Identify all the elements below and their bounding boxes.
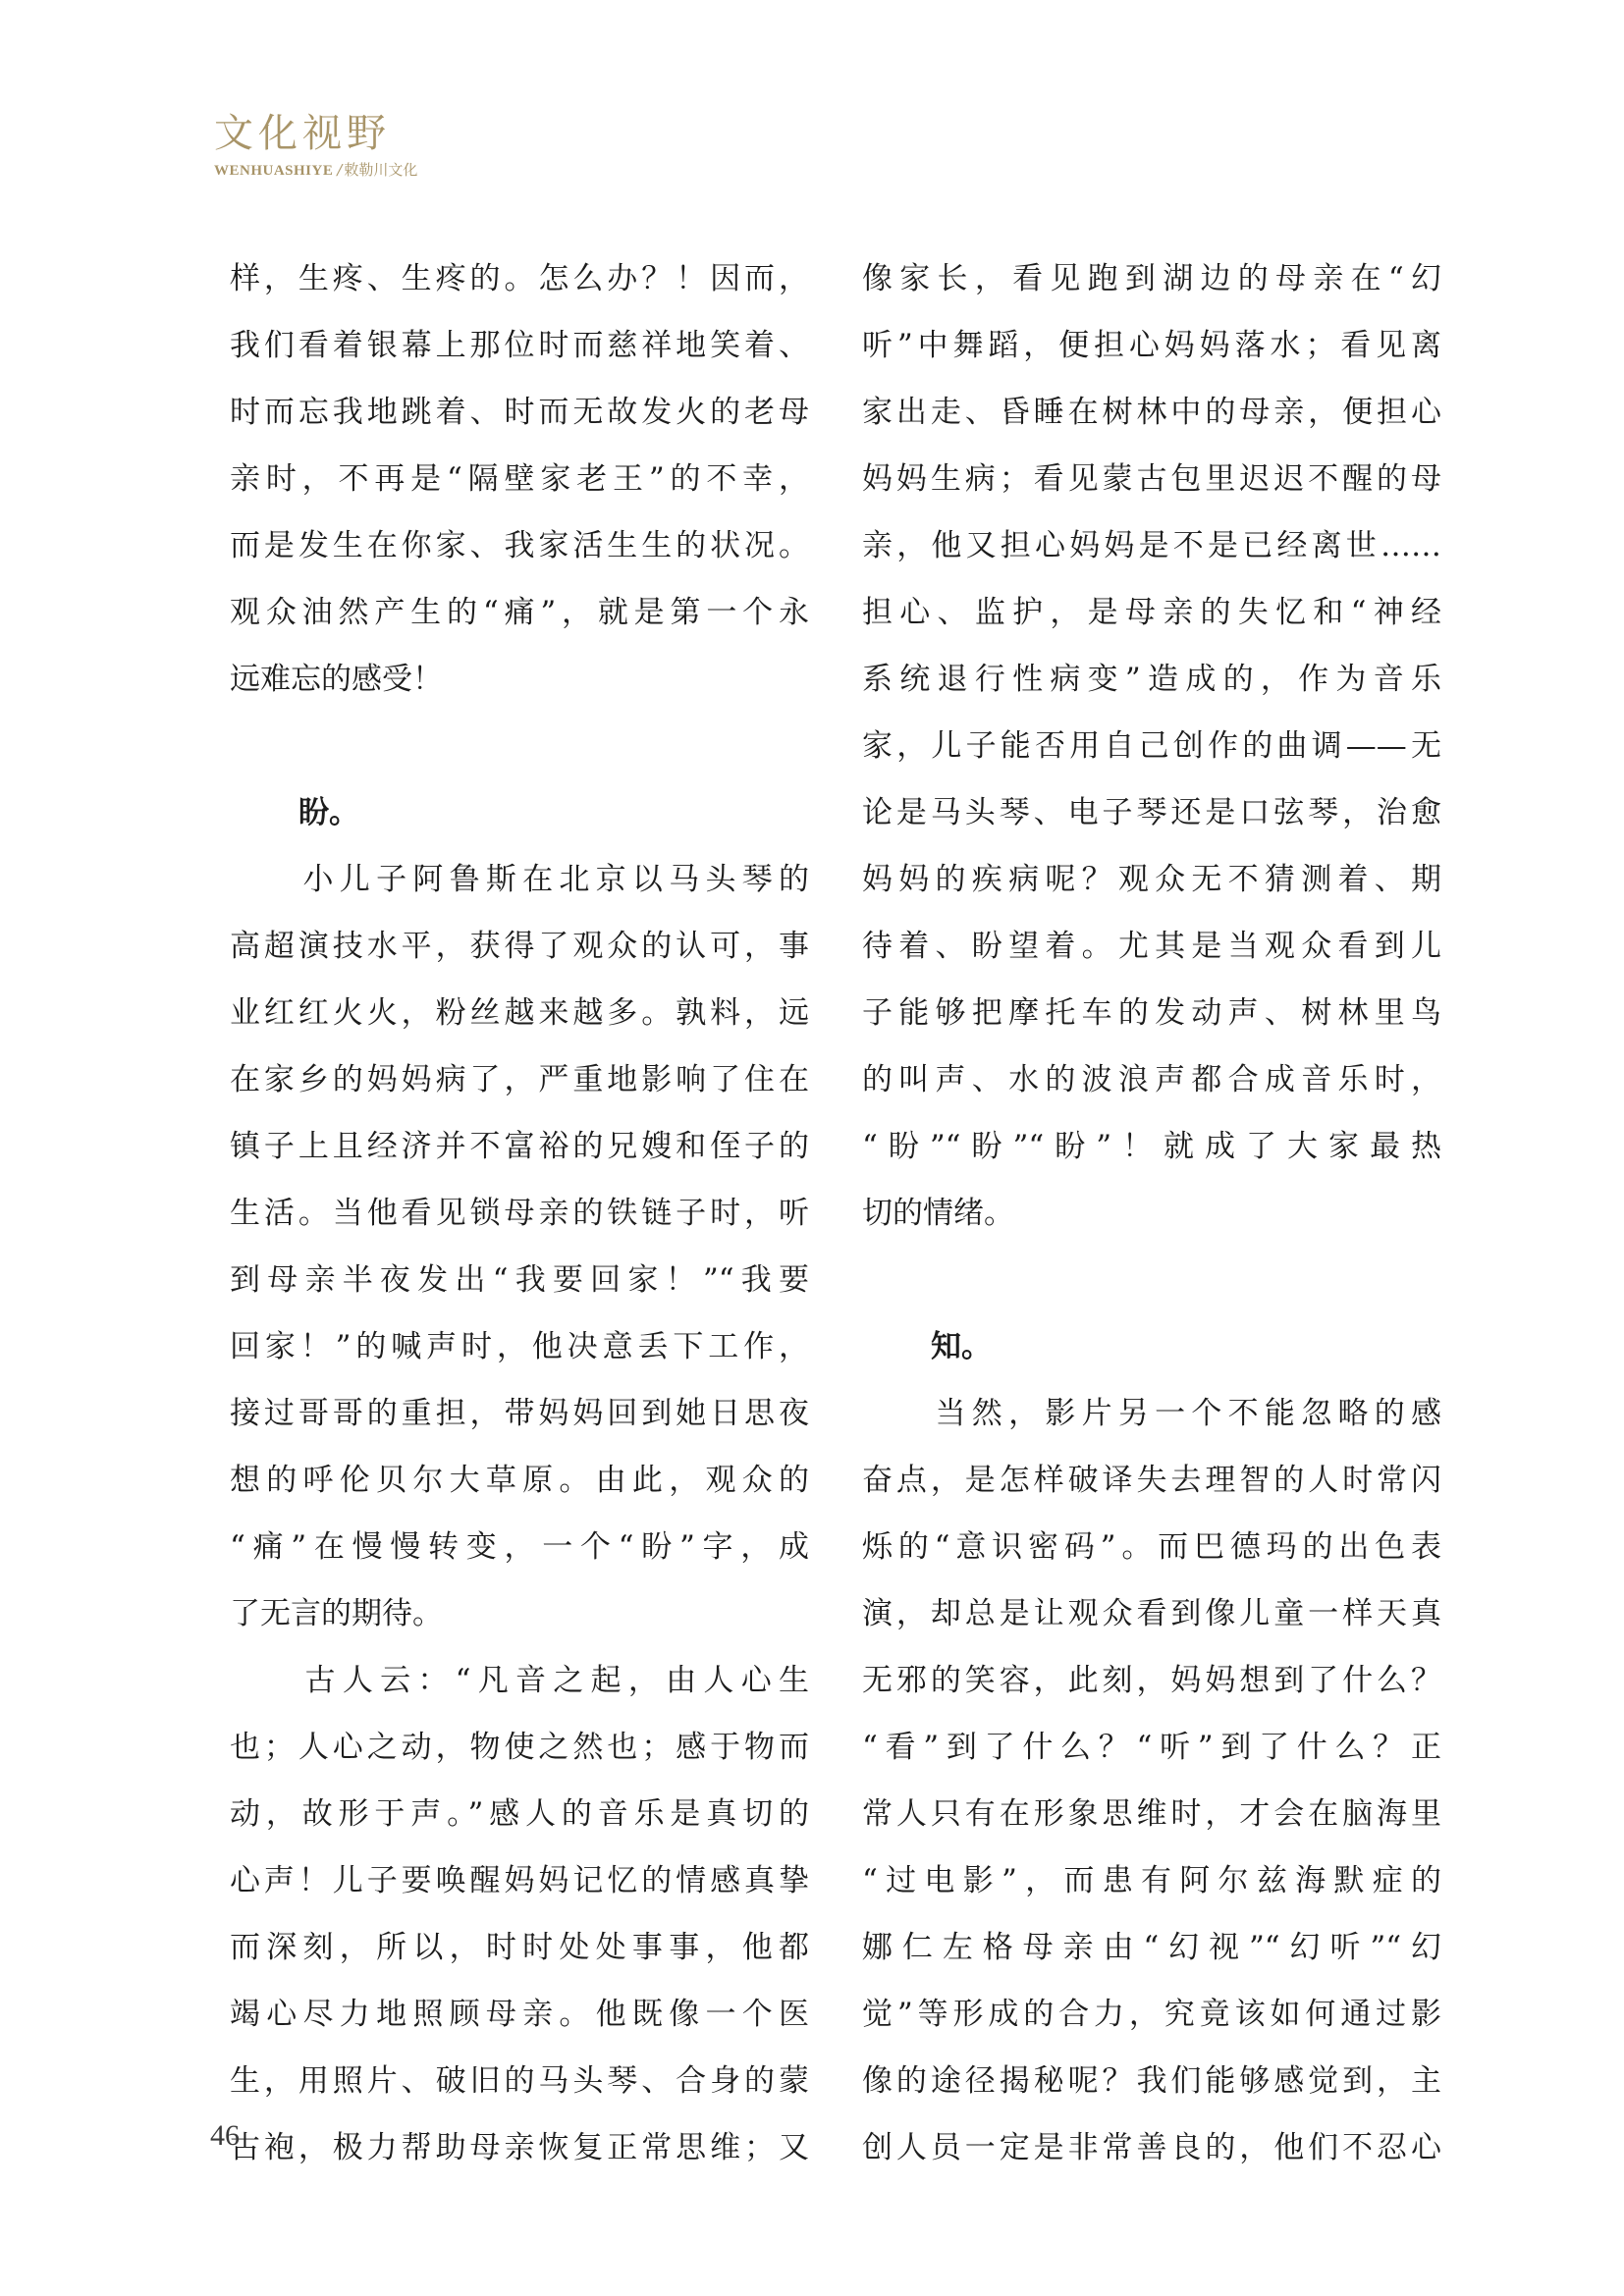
left-text-column (230, 245, 809, 2181)
text-line: 亲，他又担心妈妈是不是已经离世…… (862, 528, 1441, 563)
text-line: 我们看着银幕上那位时而慈祥地笑着、 (230, 328, 809, 363)
text-line: 无邪的笑容，此刻，妈妈想到了什么？ (862, 1663, 1441, 1698)
text-line: 当然，影片另一个不能忽略的感 (862, 1396, 1441, 1431)
text-line: 在家乡的妈妈病了，严重地影响了住在 (230, 1062, 809, 1097)
text-line: 的叫声、水的波浪声都合成音乐时， (862, 1062, 1441, 1097)
text-line: 接过哥哥的重担，带妈妈回到她日思夜 (230, 1396, 809, 1431)
text-line: 古袍，极力帮助母亲恢复正常思维；又 (230, 2130, 809, 2165)
text-line: 竭心尽力地照顾母亲。他既像一个医 (230, 1997, 809, 2032)
text-line: 切的情绪。 (862, 1196, 1014, 1231)
text-line: 小儿子阿鲁斯在北京以马头琴的 (230, 862, 809, 897)
text-line: 镇子上且经济并不富裕的兄嫂和侄子的 (230, 1129, 809, 1164)
text-line: 像家长，看见跑到湖边的母亲在“幻 (862, 261, 1441, 296)
text-line: 回家！”的喊声时，他决意丢下工作， (230, 1329, 809, 1364)
right-text-column (862, 245, 1441, 2181)
section-subtitle (214, 161, 417, 180)
text-line: 娜仁左格母亲由“幻视”“幻听”“幻 (862, 1930, 1441, 1965)
publication-name: 敕勒川文化 (344, 161, 418, 179)
text-line: 生活。当他看见锁母亲的铁链子时，听 (230, 1196, 809, 1231)
text-line: 创人员一定是非常善良的，他们不忍心 (862, 2130, 1441, 2165)
text-line: 待着、盼望着。尤其是当观众看到儿 (862, 929, 1441, 964)
page-number: 46 (210, 2119, 240, 2152)
text-line: 远难忘的感受！ (230, 662, 443, 697)
text-line: 时而忘我地跳着、时而无故发火的老母 (230, 395, 809, 430)
text-line: 奋点，是怎样破译失去理智的人时常闪 (862, 1463, 1441, 1498)
section-pinyin: WENHUASHIYE (214, 163, 334, 179)
text-line: 常人只有在形象思维时，才会在脑海里 (862, 1796, 1441, 1832)
section-heading: 知。 (931, 1329, 992, 1364)
text-line: 古人云：“凡音之起，由人心生 (230, 1663, 809, 1698)
text-line: 业红红火火，粉丝越来越多。孰料，远 (230, 995, 809, 1031)
text-line: 子能够把摩托车的发动声、树林里鸟 (862, 995, 1441, 1031)
section-heading: 盼。 (298, 795, 359, 830)
text-line: 妈妈生病；看见蒙古包里迟迟不醒的母 (862, 461, 1441, 497)
separator-slash: / (337, 161, 343, 179)
text-line: 觉”等形成的合力，究竟该如何通过影 (862, 1997, 1441, 2032)
text-line: 高超演技水平，获得了观众的认可，事 (230, 929, 809, 964)
running-header (214, 110, 417, 180)
text-line: 到母亲半夜发出“我要回家！”“我要 (230, 1262, 809, 1298)
text-line: 而深刻，所以，时时处处事事，他都 (230, 1930, 809, 1965)
text-line: 了无言的期待。 (230, 1596, 443, 1631)
text-line: 家，儿子能否用自己创作的曲调——无 (862, 728, 1441, 764)
text-line: 想的呼伦贝尔大草原。由此，观众的 (230, 1463, 809, 1498)
blank-line (862, 1247, 1441, 1313)
text-line: 听”中舞蹈，便担心妈妈落水；看见离 (862, 328, 1441, 363)
blank-line (230, 713, 809, 779)
text-line: 也；人心之动，物使之然也；感于物而 (230, 1730, 809, 1765)
text-line: 动，故形于声。”感人的音乐是真切的 (230, 1796, 809, 1832)
text-line: 妈妈的疾病呢？观众无不猜测着、期 (862, 862, 1441, 897)
text-line: 像的途径揭秘呢？我们能够感觉到，主 (862, 2063, 1441, 2099)
text-line: 家出走、昏睡在树林中的母亲，便担心 (862, 395, 1441, 430)
text-line: 论是马头琴、电子琴还是口弦琴，治愈 (862, 795, 1441, 830)
text-line: “盼”“盼”“盼”！就成了大家最热 (862, 1129, 1441, 1164)
text-line: “过电影”，而患有阿尔兹海默症的 (862, 1863, 1441, 1898)
text-line: 样，生疼、生疼的。怎么办？！因而， (230, 261, 809, 296)
text-line: “痛”在慢慢转变，一个“盼”字，成 (230, 1529, 809, 1565)
text-line: 担心、监护，是母亲的失忆和“神经 (862, 595, 1441, 630)
text-line: “看”到了什么？“听”到了什么？正 (862, 1730, 1441, 1765)
text-line: 生，用照片、破旧的马头琴、合身的蒙 (230, 2063, 809, 2099)
text-line: 而是发生在你家、我家活生生的状况。 (230, 528, 809, 563)
text-line: 演，却总是让观众看到像儿童一样天真 (862, 1596, 1441, 1631)
text-line: 烁的“意识密码”。而巴德玛的出色表 (862, 1529, 1441, 1565)
text-line: 心声！儿子要唤醒妈妈记忆的情感真挚 (230, 1863, 809, 1898)
text-line: 观众油然产生的“痛”，就是第一个永 (230, 595, 809, 630)
text-line: 系统退行性病变”造成的，作为音乐 (862, 662, 1441, 697)
section-title: 文化视野 (214, 111, 391, 156)
text-line: 亲时，不再是“隔壁家老王”的不幸， (230, 461, 809, 497)
